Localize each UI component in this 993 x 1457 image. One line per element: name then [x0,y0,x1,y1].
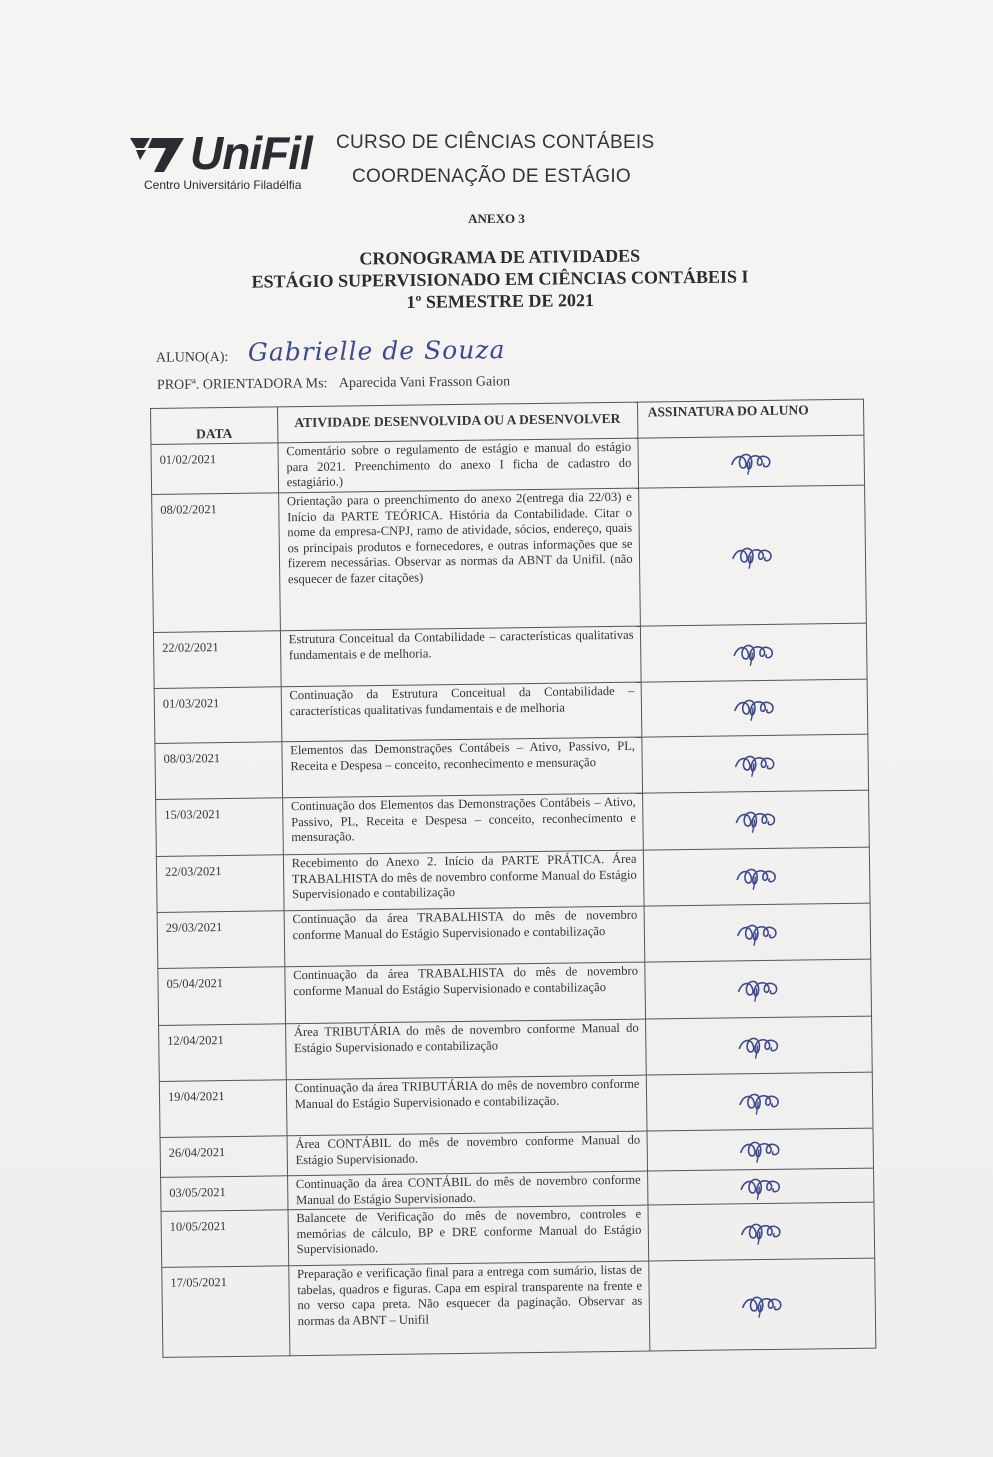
row-activity: Orientação para o preenchimento do anexo 2(entrega dia 22/03) e Início da PARTE TEÓRICA. História da Contabilidade. Citar o nome da empresa-CNPJ, ramo de atividade, sócios, endereço, quais os principais produtos e fornecedores, e outras informações que se fizerem necessárias. Observar as normas da ABNT da Unifil. (não esquecer de fazer citações) [278,488,640,631]
row-date: 19/04/2021 [159,1080,286,1138]
row-activity: Continuação da área TRABALHISTA do mês de novembro conforme Manual do Estágio Supervisionado e contabilização [285,962,646,1024]
signature-icon [738,1217,784,1246]
signature-icon [737,1135,783,1164]
row-activity: Continuação da área TRIBUTÁRIA do mês de novembro conforme Manual do Estágio Supervisionado e contabilização. [286,1075,647,1136]
row-activity: Elementos das Demonstrações Contábeis – Ativo, Passivo, PL, Receita e Despesa – conceito, reconhecimento e mensuração [282,737,643,798]
row-date: 12/04/2021 [159,1024,286,1082]
unifil-logo [128,128,318,196]
row-date: 22/02/2021 [153,631,280,689]
document-titles [200,243,801,315]
row-date: 08/03/2021 [155,742,282,800]
signature-icon [735,1031,781,1060]
title-line-2: ESTÁGIO SUPERVISIONADO EM CIÊNCIAS CONTÁBEIS I [251,266,749,292]
advisor-field [157,374,510,394]
logo-subtitle: Centro Universitário Filadélfia [144,178,302,192]
table-row [156,847,870,912]
signature-icon [731,694,777,723]
signature-icon [737,1172,783,1201]
signature-icon [735,975,781,1004]
schedule-table [150,399,876,1358]
row-signature [637,435,864,488]
table-row [152,485,867,632]
row-activity: Continuação da área TRABALHISTA do mês de novembro conforme Manual do Estágio Supervisionado e contabilização [284,906,645,967]
row-activity: Preparação e verificação final para a entrega com sumário, listas de tabelas, quadros e figuras. Capa em espiral transparente na frente e no verso capa preta. Não esquecer da paginação. Observar as normas da ABNT – Unifil [288,1261,649,1356]
schedule-table-wrapper [150,399,877,1408]
row-date: 15/03/2021 [156,798,283,857]
row-activity: Continuação da Estrutura Conceitual da Contabilidade – características qualitativas fundamentais e de melhoria [281,682,642,742]
row-activity: Comentário sobre o regulamento de estágio e manual do estágio para 2021. Preenchimento do anexo I ficha de cadastro do estagiário.) [278,438,638,493]
advisor-name: Aparecida Vani Frasson Gaion [338,374,511,392]
student-field [156,335,676,374]
row-activity: Estrutura Conceitual da Contabilidade – características qualitativas fundamentais e de melhoria. [280,626,641,687]
signature-icon [733,862,779,891]
row-activity: Continuação dos Elementos das Demonstrações Contábeis – Ativo, Passivo, PL, Receita e Despesa – conceito, reconhecimento e mensuração. [282,793,643,855]
signature-icon [736,1087,782,1116]
row-signature [641,734,868,793]
title-line-1: CRONOGRAMA DE ATIVIDADES [359,245,641,269]
row-signature [642,790,869,850]
row-date: 29/03/2021 [157,911,284,969]
row-date: 10/05/2021 [161,1210,288,1268]
signature-icon [729,541,775,570]
header-date: DATA [151,407,278,445]
row-signature [648,1258,876,1351]
table-row [157,903,871,968]
row-date: 26/04/2021 [160,1136,287,1178]
table-row [161,1202,875,1267]
unifil-logo-mark-icon [128,134,186,174]
row-signature [647,1168,874,1205]
table-row [153,623,867,688]
row-activity: Área CONTÁBIL do mês de novembro conforme Manual do Estágio Supervisionado. [287,1131,647,1176]
signature-icon [728,447,774,476]
row-activity: Recebimento do Anexo 2. Início da PARTE PRÁTICA. Área TRABALHISTA do mês de novembro conforme Manual do Estágio Supervisionado e contabilização [283,850,644,911]
row-date: 22/03/2021 [156,855,283,913]
row-signature [644,903,871,962]
row-signature [645,1016,872,1075]
coordination-name: COORDENAÇÃO DE ESTÁGIO [352,166,631,187]
course-name: CURSO DE CIÊNCIAS CONTÁBEIS [336,132,655,153]
logo-wordmark: UniFil [190,127,312,179]
signature-icon [734,918,780,947]
header-activity: ATIVIDADE DESENVOLVIDA OU A DESENVOLVER [277,402,637,443]
row-activity: Área TRIBUTÁRIA do mês de novembro conforme Manual do Estágio Supervisionado e contabilização [285,1019,646,1080]
row-date: 01/03/2021 [154,687,281,744]
row-date: 08/02/2021 [152,493,280,633]
row-activity: Balancete de Verificação do mês de novembro, controles e memórias de cálculo, BP e DRE conforme Manual do Estágio Supervisionado. [288,1205,649,1266]
row-signature [641,679,868,737]
row-signature [640,623,867,682]
table-row [156,790,870,856]
advisor-label: PROFª. ORIENTADORA Ms: [156,376,328,393]
signature-icon [732,749,778,778]
table-row [159,1072,873,1137]
table-row [162,1258,876,1357]
table-row [158,959,872,1025]
row-date: 03/05/2021 [161,1176,288,1212]
signature-icon [733,806,779,835]
row-date: 01/02/2021 [151,443,278,495]
row-signature [644,959,871,1019]
annex-label: ANEXO 3 [468,211,525,226]
row-date: 05/04/2021 [158,967,285,1026]
title-line-3: 1º SEMESTRE DE 2021 [406,290,595,312]
row-signature [643,847,870,906]
row-signature [638,485,866,626]
table-row [159,1016,873,1081]
table-row [154,679,868,743]
student-name-handwritten: Gabrielle de Souza [247,335,506,367]
student-label: ALUNO(A): [155,349,229,366]
row-signature [646,1072,873,1131]
signature-icon [739,1290,785,1319]
row-date: 17/05/2021 [162,1266,290,1358]
row-signature [647,1128,874,1171]
table-row [155,734,869,799]
row-signature [648,1202,875,1261]
row-activity: Continuação da área CONTÁBIL do mês de novembro conforme Manual do Estágio Supervisionado. [287,1171,647,1210]
signature-icon [730,638,776,667]
header-signature: ASSINATURA DO ALUNO [637,399,864,438]
